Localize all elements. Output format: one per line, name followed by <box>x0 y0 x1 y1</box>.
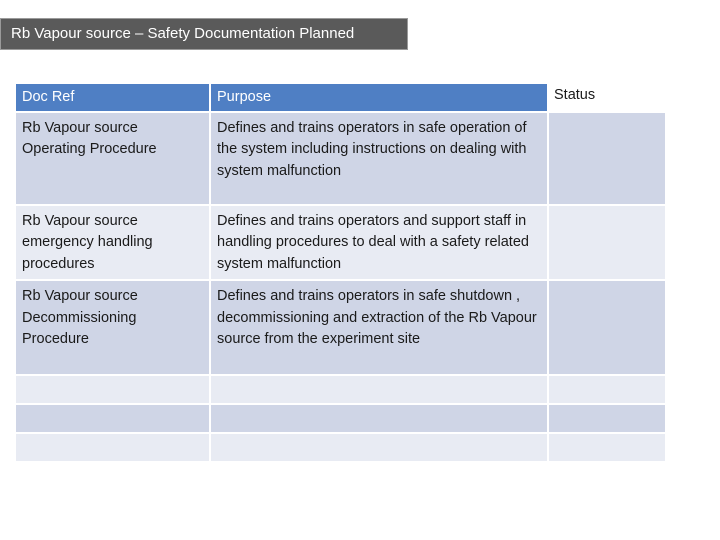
header-doc-ref: Doc Ref <box>15 83 210 112</box>
cell-purpose <box>210 375 548 404</box>
table-row <box>15 112 666 205</box>
cell-doc-ref <box>15 404 210 433</box>
cell-status <box>548 112 666 205</box>
cell-purpose <box>210 433 548 462</box>
table-row <box>15 375 666 404</box>
cell-status <box>548 433 666 462</box>
cell-doc-ref <box>15 433 210 462</box>
cell-purpose: Defines and trains operators and support staff in handling procedures to deal with a safety related system malfunction <box>210 205 548 281</box>
cell-status <box>548 404 666 433</box>
cell-purpose: Defines and trains operators in safe shutdown , decommissioning and extraction of the Rb Vapour source from the experiment site <box>210 280 548 375</box>
slide-title: Rb Vapour source – Safety Documentation Planned <box>0 18 408 50</box>
cell-status <box>548 375 666 404</box>
cell-doc-ref: Rb Vapour source Decommissioning Procedure <box>15 280 210 375</box>
documentation-table <box>14 82 667 463</box>
table-row <box>15 280 666 375</box>
cell-purpose <box>210 404 548 433</box>
header-purpose: Purpose <box>210 83 548 112</box>
header-status: Status <box>554 87 596 103</box>
cell-purpose: Defines and trains operators in safe operation of the system including instructions on dealing with system malfunction <box>210 112 548 205</box>
cell-status <box>548 205 666 281</box>
table-row <box>15 404 666 433</box>
cell-status <box>548 280 666 375</box>
cell-doc-ref: Rb Vapour source emergency handling procedures <box>15 205 210 281</box>
cell-doc-ref <box>15 375 210 404</box>
table-row <box>15 205 666 281</box>
cell-doc-ref: Rb Vapour source Operating Procedure <box>15 112 210 205</box>
table-row <box>15 433 666 462</box>
